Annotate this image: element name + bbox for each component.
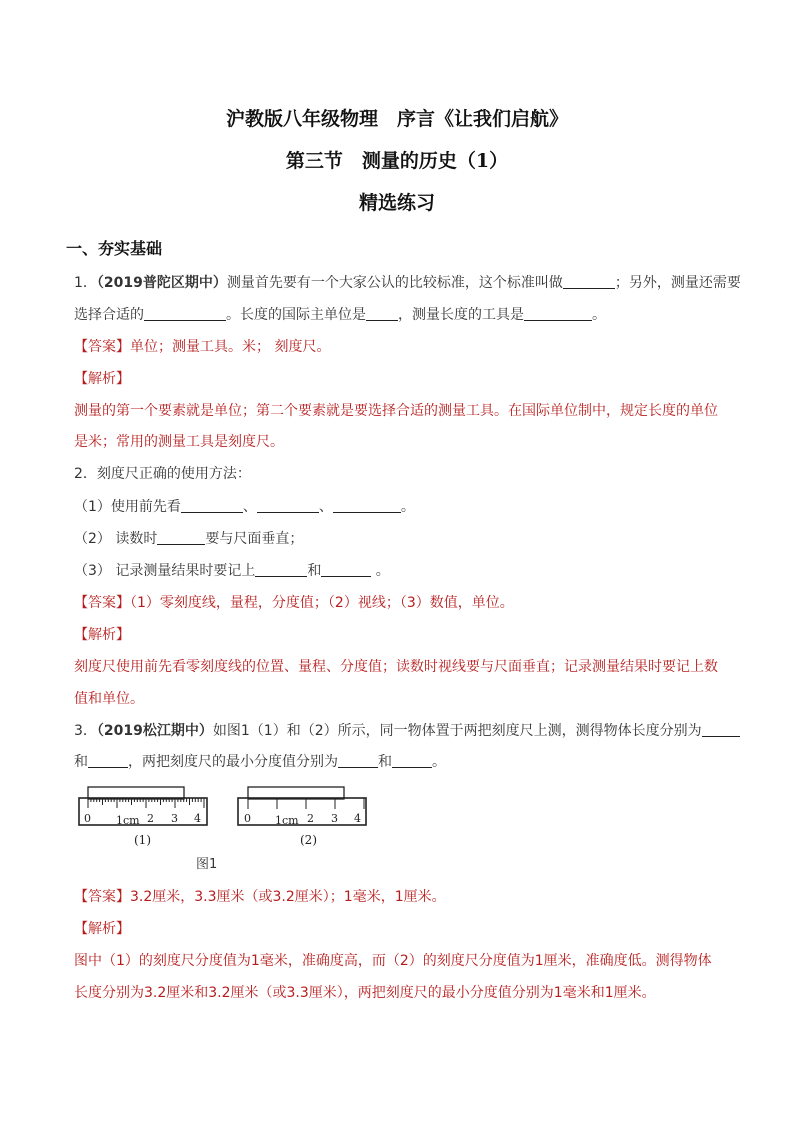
q1-analysis-label: 【解析】 — [74, 371, 130, 387]
ruler-1-ticks — [88, 798, 204, 808]
q3-source: （2019松江期中） — [96, 723, 213, 739]
exercise-title: 精选练习 — [358, 192, 435, 214]
document-title: 沪教版八年级物理 序言《让我们启航》 — [225, 108, 568, 130]
answer-label: 【答案】 — [74, 595, 130, 611]
q2-item2: （2） 读数时 要与尺面垂直； — [74, 531, 304, 547]
ruler-2-label-4: 4 — [354, 812, 361, 825]
q2-blank5[interactable] — [255, 562, 307, 577]
answer-label: 【答案】 — [74, 339, 130, 355]
q2-analysis-label: 【解析】 — [74, 627, 130, 643]
q1-blank2[interactable] — [144, 306, 226, 321]
ruler-1-label-3: 3 — [171, 812, 178, 825]
q1-analysis-line2: 是米；常用的测量工具是刻度尺。 — [74, 434, 284, 450]
q3-analysis-line1: 图中（1）的刻度尺分度值为1毫米，准确度高，而（2）的刻度尺分度值为1厘米，准确度低。测得物体 — [74, 953, 712, 969]
q3-blank1[interactable] — [702, 722, 740, 737]
q2-stem: 2．刻度尺正确的使用方法： — [74, 466, 251, 482]
ruler-1-label-4: 4 — [194, 812, 201, 825]
ruler-2-label-3: 3 — [331, 812, 338, 825]
ruler-2-body — [238, 798, 366, 825]
ruler-1 — [79, 787, 207, 847]
ruler-2-label-2: 2 — [307, 812, 314, 825]
ruler-1-body — [79, 798, 207, 825]
q2-analysis-line1: 刻度尺使用前先看零刻度线的位置、量程、分度值；读数时视线要与尺面垂直；记录测量结果时要记上数 — [74, 659, 718, 675]
q1-analysis-line1: 测量的第一个要素就是单位；第二个要素就是要选择合适的测量工具。在国际单位制中，规定长度的单位 — [74, 403, 718, 419]
ruler-2-caption: (2) — [300, 833, 317, 847]
q2-blank1[interactable] — [181, 498, 243, 513]
q3-blank3[interactable] — [338, 753, 378, 768]
answer-label: 【答案】 — [74, 889, 130, 905]
ruler-1-label-2: 2 — [147, 812, 154, 825]
q2-analysis-line2: 值和单位。 — [74, 691, 144, 707]
q2-blank4[interactable] — [157, 530, 205, 545]
q1-stem-line2: 选择合适的 。长度的国际主单位是 ，测量长度的工具是 。 — [74, 307, 606, 323]
section-heading: 一、夯实基础 — [66, 239, 163, 258]
q2-item3: （3） 记录测量结果时要记上 和 。 — [74, 563, 390, 579]
section-title: 第三节 测量的历史（1） — [285, 150, 509, 172]
ruler-2-label-1: 1cm — [275, 814, 299, 827]
q1-blank3[interactable] — [366, 306, 398, 321]
q1-blank4[interactable] — [524, 306, 592, 321]
q3-stem-line2: 和 ，两把刻度尺的最小分度值分别为 和 。 — [74, 754, 446, 770]
figure-caption: 图1 — [196, 857, 218, 872]
ruler-figure — [74, 784, 374, 854]
ruler-1-caption: (1) — [134, 833, 151, 847]
q1-stem-line1: 1．（2019普陀区期中）测量首先要有一个大家公认的比较标准，这个标准叫做 ；另外，测量还需要 — [74, 275, 741, 291]
q1-blank1[interactable] — [563, 274, 615, 289]
q3-answer: 【答案】3.2厘米，3.3厘米（或3.2厘米）；1毫米，1厘米。 — [74, 889, 446, 905]
q1-source: （2019普陀区期中） — [96, 275, 227, 291]
q2-blank6[interactable] — [321, 562, 371, 577]
q2-item1: （1）使用前先看 、 、 。 — [74, 499, 415, 515]
q3-blank2[interactable] — [88, 753, 128, 768]
ruler-1-label-1: 1cm — [116, 814, 140, 827]
q3-stem-line1: 3．（2019松江期中）如图1（1）和（2）所示，同一物体置于两把刻度尺上测，测得物体长度分别为 — [74, 720, 740, 740]
q3-blank4[interactable] — [392, 753, 432, 768]
q2-blank2[interactable] — [257, 498, 319, 513]
ruler-2-label-0: 0 — [244, 812, 251, 825]
q2-answer: 【答案】（1）零刻度线，量程，分度值；（2）视线；（3）数值，单位。 — [74, 595, 514, 611]
ruler-1-label-0: 0 — [84, 812, 91, 825]
ruler-2 — [238, 787, 366, 847]
ruler-2-ticks — [248, 798, 364, 809]
q3-analysis-label: 【解析】 — [74, 921, 130, 937]
q1-answer: 【答案】单位；测量工具。米； 刻度尺。 — [74, 339, 331, 355]
q3-analysis-line2: 长度分别为3.2厘米和3.2厘米（或3.3厘米），两把刻度尺的最小分度值分别为1毫米和1厘米。 — [74, 985, 656, 1001]
q2-blank3[interactable] — [333, 498, 401, 513]
